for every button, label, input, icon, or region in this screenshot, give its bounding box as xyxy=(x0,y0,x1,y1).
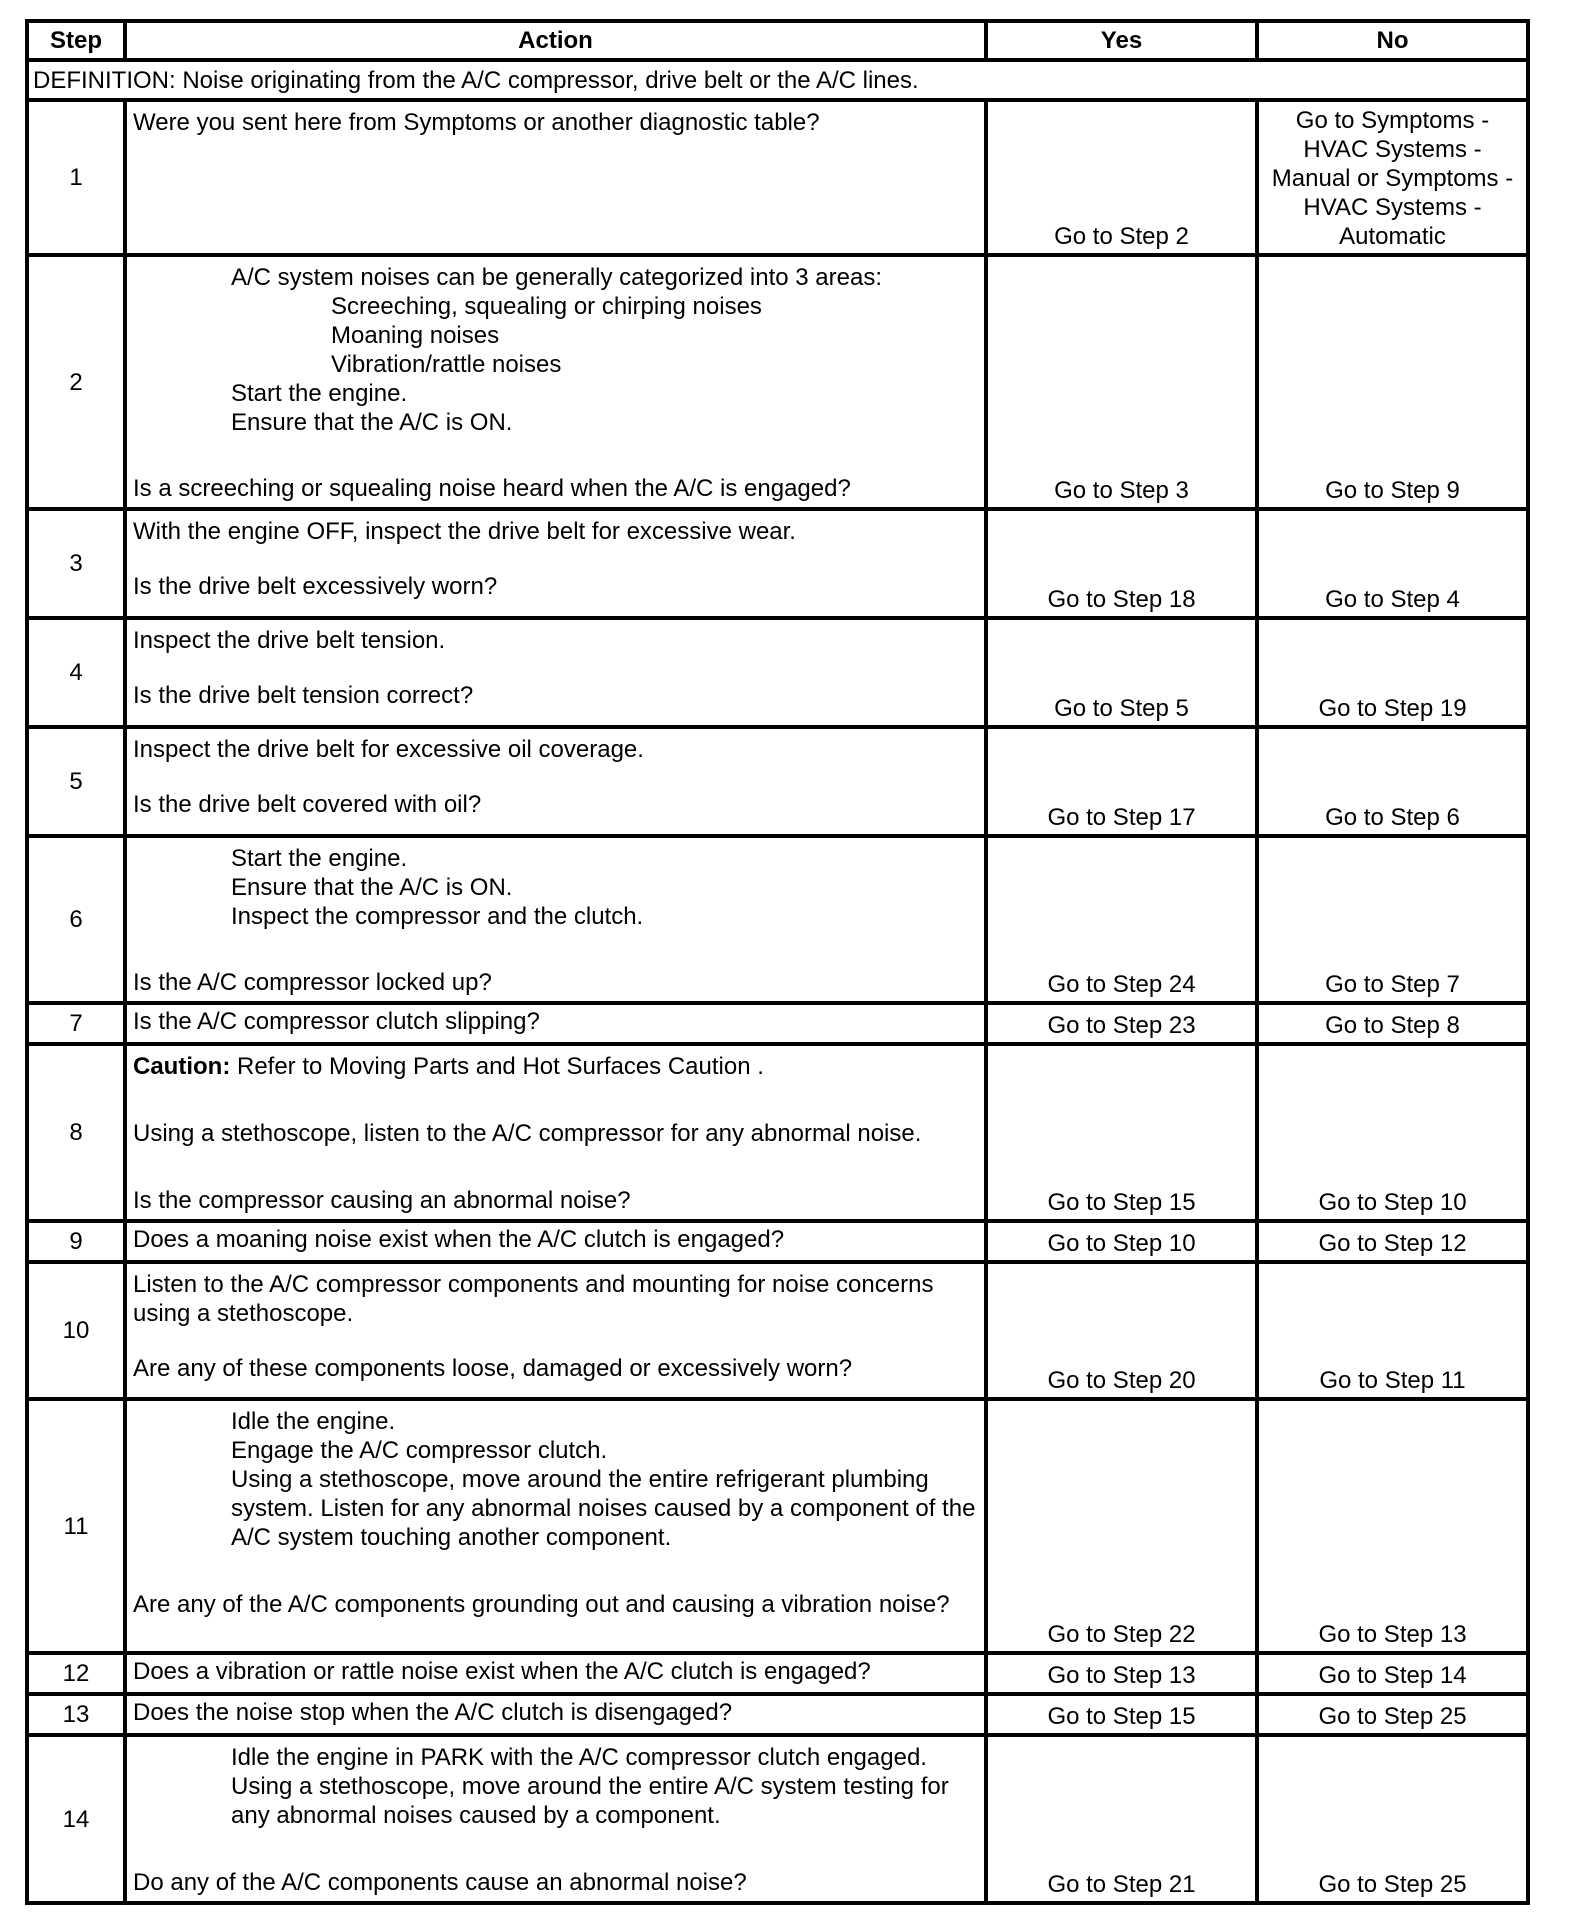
action-line: Idle the engine in PARK with the A/C compressor clutch engaged. xyxy=(231,1744,927,1771)
action-cell xyxy=(125,1694,986,1735)
action-question: Is the drive belt covered with oil? xyxy=(133,791,482,818)
table-row xyxy=(27,727,1528,836)
action-line: Were you sent here from Symptoms or another diagnostic table? xyxy=(133,109,820,136)
action-cell xyxy=(125,836,986,1003)
step-number: 7 xyxy=(27,1003,125,1044)
action-cell xyxy=(125,1221,986,1262)
action-line: Ensure that the A/C is ON. xyxy=(231,874,513,901)
action-cell xyxy=(125,1735,986,1903)
yes-cell: Go to Step 17 xyxy=(986,727,1257,836)
yes-cell: Go to Step 21 xyxy=(986,1735,1257,1903)
no-cell: Go to Step 8 xyxy=(1257,1003,1528,1044)
action-cell xyxy=(125,1653,986,1694)
diagnostic-table-container xyxy=(25,19,1530,1905)
table-row xyxy=(27,1003,1528,1044)
step-number: 13 xyxy=(27,1694,125,1735)
yes-cell: Go to Step 13 xyxy=(986,1653,1257,1694)
action-line: Start the engine. xyxy=(231,380,408,407)
action-question: Is the A/C compressor clutch slipping? xyxy=(133,1008,540,1035)
step-number: 5 xyxy=(27,727,125,836)
action-line: Start the engine. xyxy=(231,845,408,872)
action-question: Does the noise stop when the A/C clutch is disengaged? xyxy=(133,1699,733,1726)
action-cell xyxy=(125,1003,986,1044)
header-action: Action xyxy=(125,21,986,60)
caution-line xyxy=(133,1052,976,1081)
step-number: 11 xyxy=(27,1399,125,1653)
action-cell xyxy=(125,100,986,255)
action-line: Engage the A/C compressor clutch. xyxy=(231,1437,608,1464)
step-number: 1 xyxy=(27,100,125,255)
action-cell xyxy=(125,618,986,727)
action-line: Listen to the A/C compressor components and mounting for noise concerns using a stethoscope. xyxy=(133,1271,941,1327)
action-line: Using a stethoscope, listen to the A/C compressor for any abnormal noise. xyxy=(133,1120,922,1147)
action-cell xyxy=(125,255,986,509)
action-question: Is the drive belt excessively worn? xyxy=(133,573,498,600)
action-line: Inspect the drive belt for excessive oil coverage. xyxy=(133,736,644,763)
no-cell: Go to Step 25 xyxy=(1257,1694,1528,1735)
table-row xyxy=(27,1262,1528,1399)
no-cell: Go to Step 14 xyxy=(1257,1653,1528,1694)
yes-cell: Go to Step 24 xyxy=(986,836,1257,1003)
action-cell xyxy=(125,1399,986,1653)
no-cell: Go to Step 10 xyxy=(1257,1044,1528,1221)
table-row xyxy=(27,255,1528,509)
action-line: With the engine OFF, inspect the drive belt for excessive wear. xyxy=(133,518,796,545)
step-number: 3 xyxy=(27,509,125,618)
yes-cell: Go to Step 3 xyxy=(986,255,1257,509)
step-number: 12 xyxy=(27,1653,125,1694)
table-row xyxy=(27,1694,1528,1735)
action-cell xyxy=(125,1262,986,1399)
no-cell: Go to Step 7 xyxy=(1257,836,1528,1003)
header-yes: Yes xyxy=(986,21,1257,60)
definition-row xyxy=(27,60,1528,100)
action-line: Using a stethoscope, move around the entire A/C system testing for any abnormal noises caused by a component. xyxy=(231,1773,956,1829)
table-row xyxy=(27,1735,1528,1903)
action-question: Is the compressor causing an abnormal noise? xyxy=(133,1187,631,1214)
action-question: Does a vibration or rattle noise exist when the A/C clutch is engaged? xyxy=(133,1658,871,1685)
action-cell xyxy=(125,1044,986,1221)
table-row xyxy=(27,1399,1528,1653)
action-question: Is the drive belt tension correct? xyxy=(133,682,474,709)
step-number: 4 xyxy=(27,618,125,727)
action-question: Is a screeching or squealing noise heard when the A/C is engaged? xyxy=(133,475,851,502)
yes-cell: Go to Step 23 xyxy=(986,1003,1257,1044)
step-number: 2 xyxy=(27,255,125,509)
table-row xyxy=(27,836,1528,1003)
step-number: 10 xyxy=(27,1262,125,1399)
caution-text: Refer to Moving Parts and Hot Surfaces Caution . xyxy=(230,1053,764,1080)
no-cell: Go to Step 4 xyxy=(1257,509,1528,618)
action-cell xyxy=(125,509,986,618)
action-question: Do any of the A/C components cause an abnormal noise? xyxy=(133,1869,747,1896)
noise-category: Moaning noises xyxy=(331,322,500,349)
noise-category: Vibration/rattle noises xyxy=(331,351,562,378)
yes-cell: Go to Step 10 xyxy=(986,1221,1257,1262)
header-row xyxy=(27,21,1528,60)
table-row xyxy=(27,618,1528,727)
no-cell: Go to Symptoms - HVAC Systems - Manual or Symptoms - HVAC Systems - Automatic xyxy=(1257,100,1528,255)
table-row xyxy=(27,1044,1528,1221)
action-question: Does a moaning noise exist when the A/C clutch is engaged? xyxy=(133,1226,785,1253)
no-cell: Go to Step 11 xyxy=(1257,1262,1528,1399)
yes-cell: Go to Step 15 xyxy=(986,1694,1257,1735)
table-row xyxy=(27,100,1528,255)
no-cell: Go to Step 9 xyxy=(1257,255,1528,509)
action-question: Is the A/C compressor locked up? xyxy=(133,969,492,996)
header-step: Step xyxy=(27,21,125,60)
definition-text: DEFINITION: Noise originating from the A/C compressor, drive belt or the A/C lines. xyxy=(27,60,1528,100)
action-question: Are any of these components loose, damaged or excessively worn? xyxy=(133,1355,853,1382)
step-number: 8 xyxy=(27,1044,125,1221)
step-number: 6 xyxy=(27,836,125,1003)
no-cell: Go to Step 25 xyxy=(1257,1735,1528,1903)
no-cell: Go to Step 19 xyxy=(1257,618,1528,727)
step-number: 14 xyxy=(27,1735,125,1903)
action-line: Inspect the compressor and the clutch. xyxy=(231,903,644,930)
action-line: Idle the engine. xyxy=(231,1408,396,1435)
caution-label: Caution: xyxy=(133,1053,231,1080)
yes-cell: Go to Step 5 xyxy=(986,618,1257,727)
yes-cell: Go to Step 2 xyxy=(986,100,1257,255)
action-line: Inspect the drive belt tension. xyxy=(133,627,446,654)
table-row xyxy=(27,1221,1528,1262)
action-line: A/C system noises can be generally categorized into 3 areas: xyxy=(231,264,883,291)
no-cell: Go to Step 12 xyxy=(1257,1221,1528,1262)
yes-cell: Go to Step 18 xyxy=(986,509,1257,618)
yes-cell: Go to Step 22 xyxy=(986,1399,1257,1653)
yes-cell: Go to Step 20 xyxy=(986,1262,1257,1399)
table-row xyxy=(27,1653,1528,1694)
no-cell: Go to Step 13 xyxy=(1257,1399,1528,1653)
diagnostic-table xyxy=(25,19,1530,1905)
action-line: Ensure that the A/C is ON. xyxy=(231,409,513,436)
action-cell xyxy=(125,727,986,836)
noise-category: Screeching, squealing or chirping noises xyxy=(331,293,762,320)
step-number: 9 xyxy=(27,1221,125,1262)
table-row xyxy=(27,509,1528,618)
yes-cell: Go to Step 15 xyxy=(986,1044,1257,1221)
action-question: Are any of the A/C components grounding out and causing a vibration noise? xyxy=(133,1591,950,1618)
action-line: Using a stethoscope, move around the entire refrigerant plumbing system. Listen for any abnormal noises caused by a component of the A/C system touching another component. xyxy=(231,1466,981,1551)
header-no: No xyxy=(1257,21,1528,60)
no-cell: Go to Step 6 xyxy=(1257,727,1528,836)
